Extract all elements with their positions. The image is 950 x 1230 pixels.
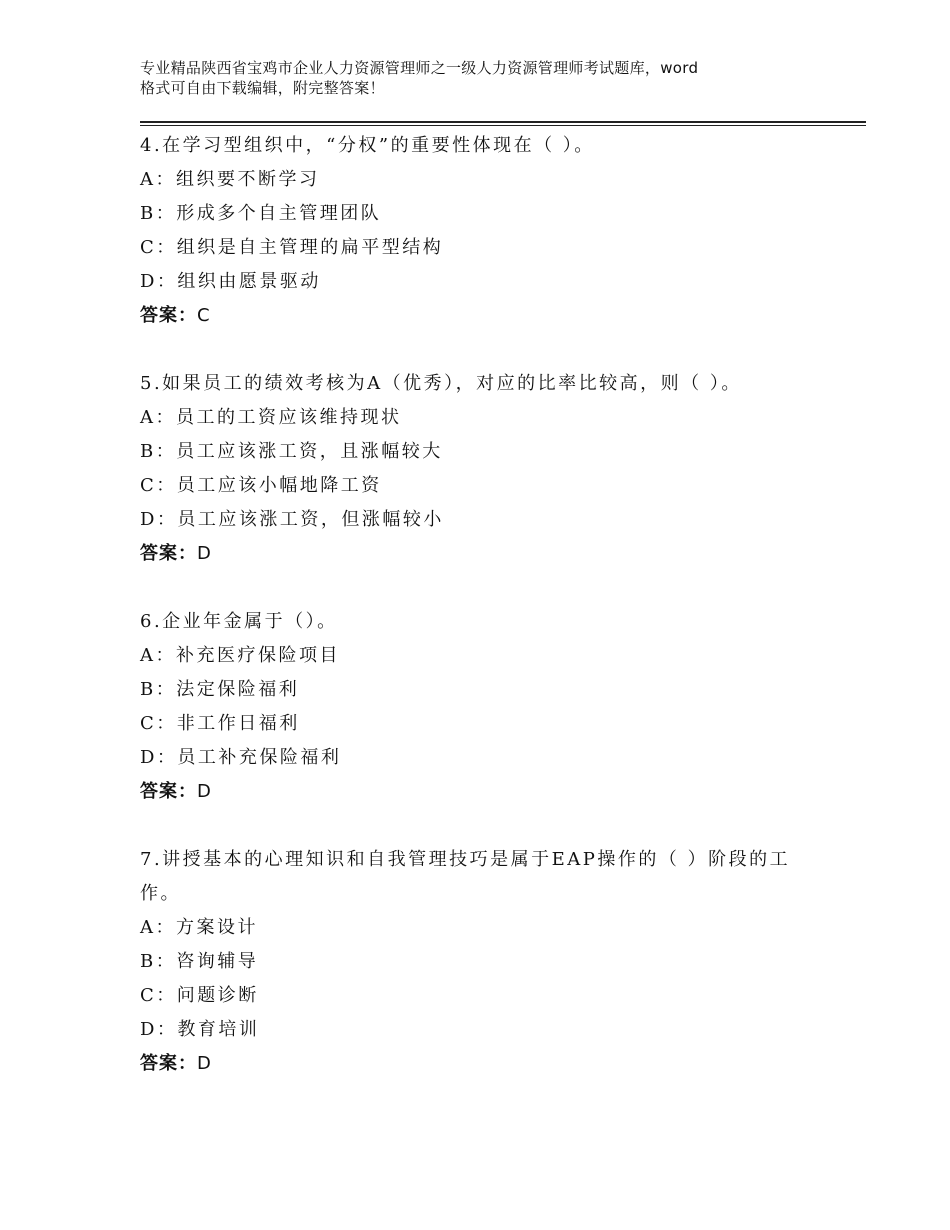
header-title-line-2: 格式可自由下载编辑，附完整答案！ — [140, 79, 385, 97]
option-a: A：补充医疗保险项目 — [140, 645, 340, 666]
answer-value: C — [197, 305, 211, 326]
question-stem: 5.如果员工的绩效考核为A（优秀），对应的比率比较高，则（ ）。 — [140, 373, 742, 394]
question-6 — [140, 605, 866, 809]
question-stem: 6.企业年金属于（）。 — [140, 611, 338, 632]
header-divider-thick — [140, 121, 866, 123]
answer-label: 答案： — [140, 543, 197, 564]
answer-label: 答案： — [140, 305, 197, 326]
answer — [140, 299, 866, 333]
question-7 — [140, 843, 866, 1081]
option-a: A：组织要不断学习 — [140, 169, 320, 190]
option-c: C：非工作日福利 — [140, 713, 300, 734]
option-c: C：问题诊断 — [140, 985, 259, 1006]
option-c: C：员工应该小幅地降工资 — [140, 475, 382, 496]
question-stem: 4.在学习型组织中，“分权”的重要性体现在（ ）。 — [140, 135, 595, 156]
option-c: C：组织是自主管理的扁平型结构 — [140, 237, 444, 258]
answer-label: 答案： — [140, 1053, 197, 1074]
answer-value: D — [197, 1053, 212, 1074]
question-4 — [140, 129, 866, 333]
option-b: B：员工应该涨工资，且涨幅较大 — [140, 441, 443, 462]
answer — [140, 1047, 866, 1081]
answer-value: D — [197, 543, 212, 564]
option-d: D：员工应该涨工资，但涨幅较小 — [140, 509, 444, 530]
question-5 — [140, 367, 866, 571]
question-list — [140, 129, 866, 1115]
option-a: A：员工的工资应该维持现状 — [140, 407, 402, 428]
answer-value: D — [197, 781, 212, 802]
option-b: B：法定保险福利 — [140, 679, 300, 700]
answer — [140, 775, 866, 809]
answer-label: 答案： — [140, 781, 197, 802]
option-b: B：形成多个自主管理团队 — [140, 203, 382, 224]
option-d: D：组织由愿景驱动 — [140, 271, 321, 292]
question-stem: 7.讲授基本的心理知识和自我管理技巧是属于EAP操作的（ ）阶段的工作。 — [140, 849, 791, 904]
header-title-line-1: 专业精品陕西省宝鸡市企业人力资源管理师之一级人力资源管理师考试题库，word — [140, 59, 699, 77]
document-header — [140, 58, 840, 98]
option-d: D：员工补充保险福利 — [140, 747, 342, 768]
header-divider-thin — [140, 125, 866, 126]
option-d: D：教育培训 — [140, 1019, 260, 1040]
option-b: B：咨询辅导 — [140, 951, 259, 972]
option-a: A：方案设计 — [140, 917, 258, 938]
answer — [140, 537, 866, 571]
